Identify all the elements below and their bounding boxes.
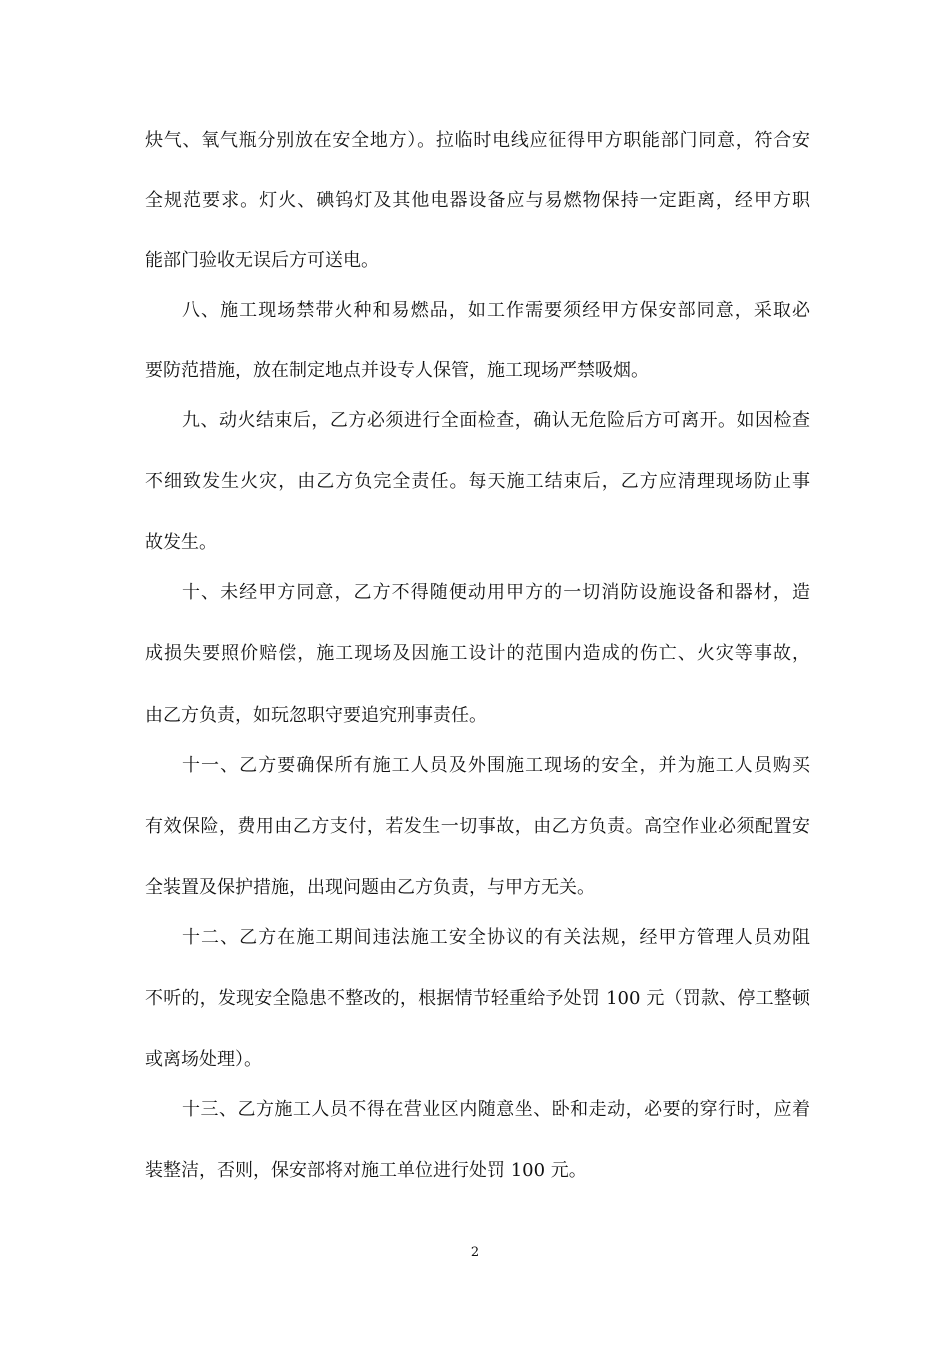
text-line: 要防范措施，放在制定地点并设专人保管，施工现场严禁吸烟。 <box>145 360 649 381</box>
text-line: 不细致发生火灾，由乙方负完全责任。每天施工结束后，乙方应清理现场防止事 <box>145 471 810 492</box>
text-line: 或离场处理）。 <box>145 1049 262 1070</box>
paragraph-first-line: 十二、乙方在施工期间违法施工安全协议的有关法规，经甲方管理人员劝阻 <box>182 927 810 948</box>
paragraph-first-line: 十三、乙方施工人员不得在营业区内随意坐、卧和走动，必要的穿行时，应着 <box>182 1099 810 1120</box>
paragraph-first-line: 九、动火结束后，乙方必须进行全面检查，确认无危险后方可离开。如因检查 <box>182 410 810 431</box>
text-line: 有效保险，费用由乙方支付，若发生一切事故，由乙方负责。高空作业必须配置安 <box>145 816 810 837</box>
paragraph-first-line: 八、施工现场禁带火种和易燃品，如工作需要须经甲方保安部同意，采取必 <box>182 300 810 321</box>
text-line: 由乙方负责，如玩忽职守要追究刑事责任。 <box>145 705 487 726</box>
text-line: 不听的，发现安全隐患不整改的，根据情节轻重给予处罚 100 元（罚款、停工整顿 <box>145 988 810 1009</box>
paragraph-first-line: 十、未经甲方同意，乙方不得随便动用甲方的一切消防设施设备和器材，造 <box>182 582 810 603</box>
text-line: 全规范要求。灯火、碘钨灯及其他电器设备应与易燃物保持一定距离，经甲方职 <box>145 190 810 211</box>
text-line: 成损失要照价赔偿，施工现场及因施工设计的范围内造成的伤亡、火灾等事故， <box>145 643 810 664</box>
text-line: 炔气、氧气瓶分别放在安全地方）。拉临时电线应征得甲方职能部门同意，符合安 <box>145 130 810 151</box>
paragraph-first-line: 十一、乙方要确保所有施工人员及外围施工现场的安全，并为施工人员购买 <box>182 755 810 776</box>
text-line: 装整洁，否则，保安部将对施工单位进行处罚 100 元。 <box>145 1160 587 1181</box>
page-number: 2 <box>470 1245 480 1260</box>
text-line: 能部门验收无误后方可送电。 <box>145 250 379 271</box>
text-line: 全装置及保护措施，出现问题由乙方负责，与甲方无关。 <box>145 877 595 898</box>
text-line: 故发生。 <box>145 532 217 553</box>
